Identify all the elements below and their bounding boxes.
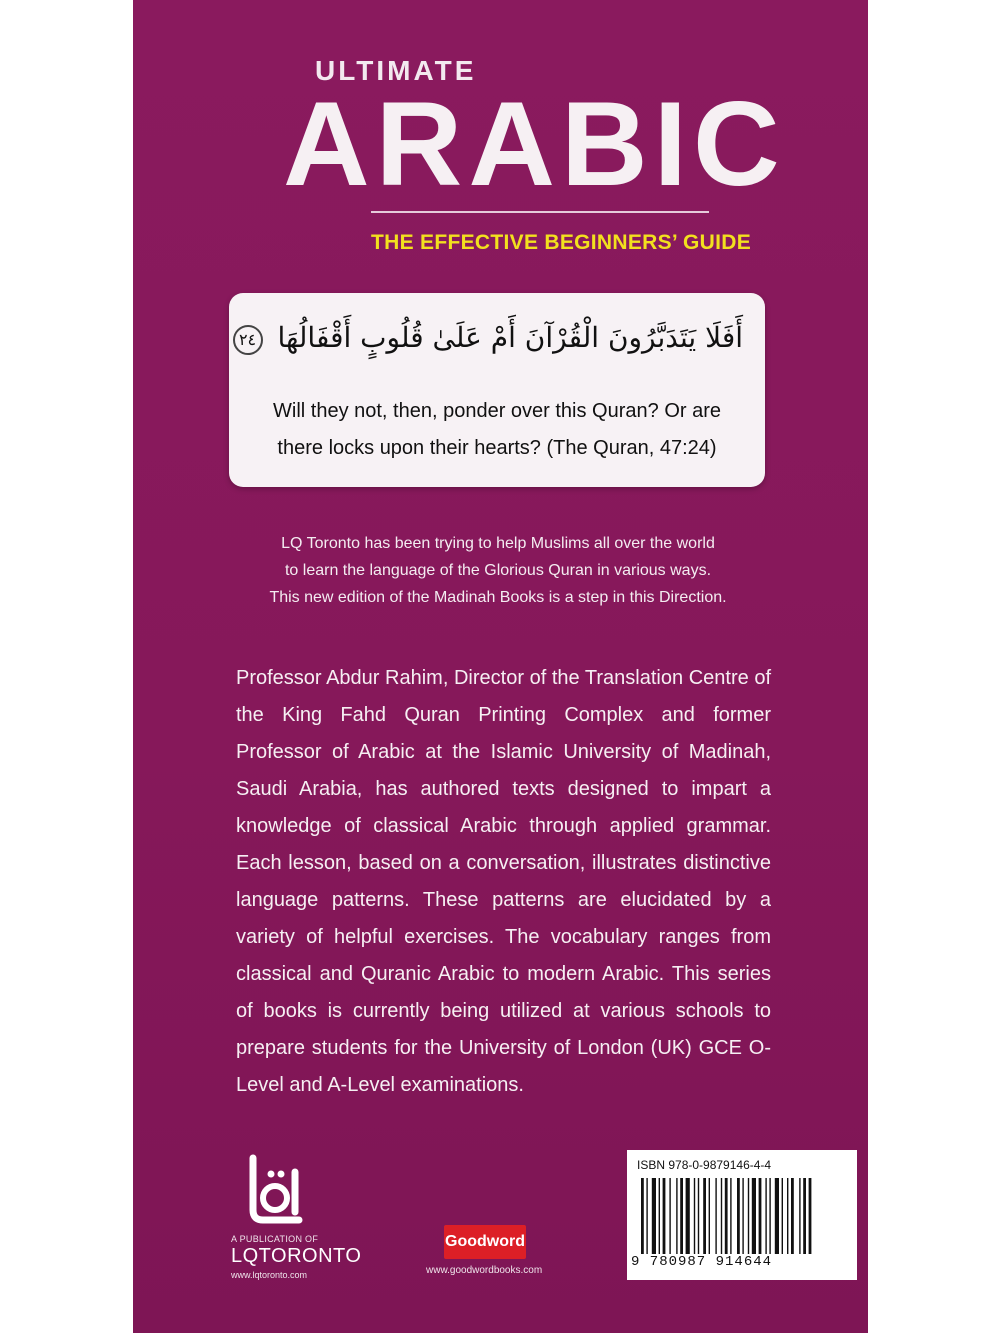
barcode-bar bbox=[663, 1178, 666, 1254]
lq-arabic-logo-icon bbox=[239, 1150, 309, 1230]
barcode-bar bbox=[680, 1178, 683, 1254]
publisher-block bbox=[231, 1150, 381, 1280]
verse-number-marker: ٢٤ bbox=[233, 325, 263, 355]
barcode-bar bbox=[799, 1178, 800, 1254]
barcode-bar bbox=[652, 1178, 656, 1254]
intro-paragraph bbox=[233, 530, 763, 611]
goodword-block bbox=[426, 1225, 558, 1276]
verse-translation-line: Will they not, then, ponder over this Quran? Or are bbox=[273, 400, 721, 422]
barcode-bar bbox=[737, 1178, 740, 1254]
isbn-number: ISBN 978-0-9879146-4-4 bbox=[637, 1158, 772, 1172]
barcode-bar bbox=[742, 1178, 743, 1254]
barcode-bar bbox=[725, 1178, 728, 1254]
publisher-label: A PUBLICATION OF bbox=[231, 1234, 319, 1244]
goodword-logo: Goodword bbox=[444, 1225, 526, 1259]
barcode-digits: 9 780987 914644 bbox=[631, 1254, 773, 1270]
author-description: Professor Abdur Rahim, Director of the Translation Centre of the King Fahd Quran Printing Complex and former Professor of Arabic at the Islamic University of Madinah, Saudi Arabia, has authored texts designed to impart a knowledge of classical Arabic through applied grammar. Each lesson, based on a conversation, illustrates distinctive language patterns. These patterns are elucidated by a variety of helpful exercises. The vocabulary ranges from classical and Quranic Arabic to modern Arabic. This series of books is currently being utilized at various schools to prepare students for the University of London (UK) GCE O-Level and A-Level examinations. bbox=[236, 667, 771, 1096]
barcode-bar bbox=[803, 1178, 806, 1254]
publisher-name: LQTORONTO bbox=[231, 1245, 362, 1267]
barcode-bar bbox=[694, 1178, 695, 1254]
barcode-bar bbox=[809, 1178, 812, 1254]
barcode-bar bbox=[669, 1178, 670, 1254]
book-subtitle: THE EFFECTIVE BEGINNERS’ GUIDE bbox=[371, 231, 752, 254]
title-divider bbox=[371, 211, 709, 213]
isbn-barcode bbox=[627, 1150, 857, 1280]
quran-quote-box bbox=[229, 293, 765, 487]
barcode-bar bbox=[686, 1178, 690, 1254]
barcode-bar bbox=[659, 1178, 660, 1254]
barcode-bar bbox=[709, 1178, 710, 1254]
barcode-bar bbox=[769, 1178, 770, 1254]
barcode-bar bbox=[641, 1178, 644, 1254]
verse-translation bbox=[249, 393, 745, 467]
barcode-bar bbox=[721, 1178, 722, 1254]
barcode-bar bbox=[748, 1178, 749, 1254]
barcode-bar bbox=[775, 1178, 779, 1254]
barcode-bar bbox=[698, 1178, 699, 1254]
barcode-bar bbox=[730, 1178, 731, 1254]
barcode-bar bbox=[782, 1178, 783, 1254]
publisher-url: www.lqtoronto.com bbox=[231, 1270, 308, 1280]
intro-line: This new edition of the Madinah Books is a step in this Direction. bbox=[269, 589, 727, 606]
barcode-bar bbox=[765, 1178, 766, 1254]
arabic-verse-text: أَفَلَا يَتَدَبَّرُونَ الْقُرْآنَ أَمْ عَلَىٰ قُلُوبٍ أَقْفَالُهَا bbox=[277, 321, 743, 354]
goodword-url: www.goodwordbooks.com bbox=[426, 1265, 543, 1276]
barcode-bar bbox=[703, 1178, 706, 1254]
barcode-bar bbox=[715, 1178, 716, 1254]
book-title: ARABIC bbox=[283, 77, 786, 211]
book-back-cover bbox=[133, 0, 868, 1333]
barcode-bars bbox=[637, 1178, 847, 1254]
barcode-bar bbox=[676, 1178, 677, 1254]
title-prefix: ULTIMATE bbox=[315, 55, 477, 86]
barcode-bar bbox=[759, 1178, 762, 1254]
barcode-bar bbox=[787, 1178, 788, 1254]
barcode-bar bbox=[646, 1178, 647, 1254]
intro-line: LQ Toronto has been trying to help Muslims all over the world bbox=[281, 535, 715, 552]
arabic-verse bbox=[238, 321, 743, 355]
barcode-bar bbox=[791, 1178, 794, 1254]
verse-translation-line: there locks upon their hearts? (The Quran, 47:24) bbox=[277, 437, 717, 459]
barcode-bar bbox=[752, 1178, 756, 1254]
intro-line: to learn the language of the Glorious Quran in various ways. bbox=[284, 562, 712, 579]
